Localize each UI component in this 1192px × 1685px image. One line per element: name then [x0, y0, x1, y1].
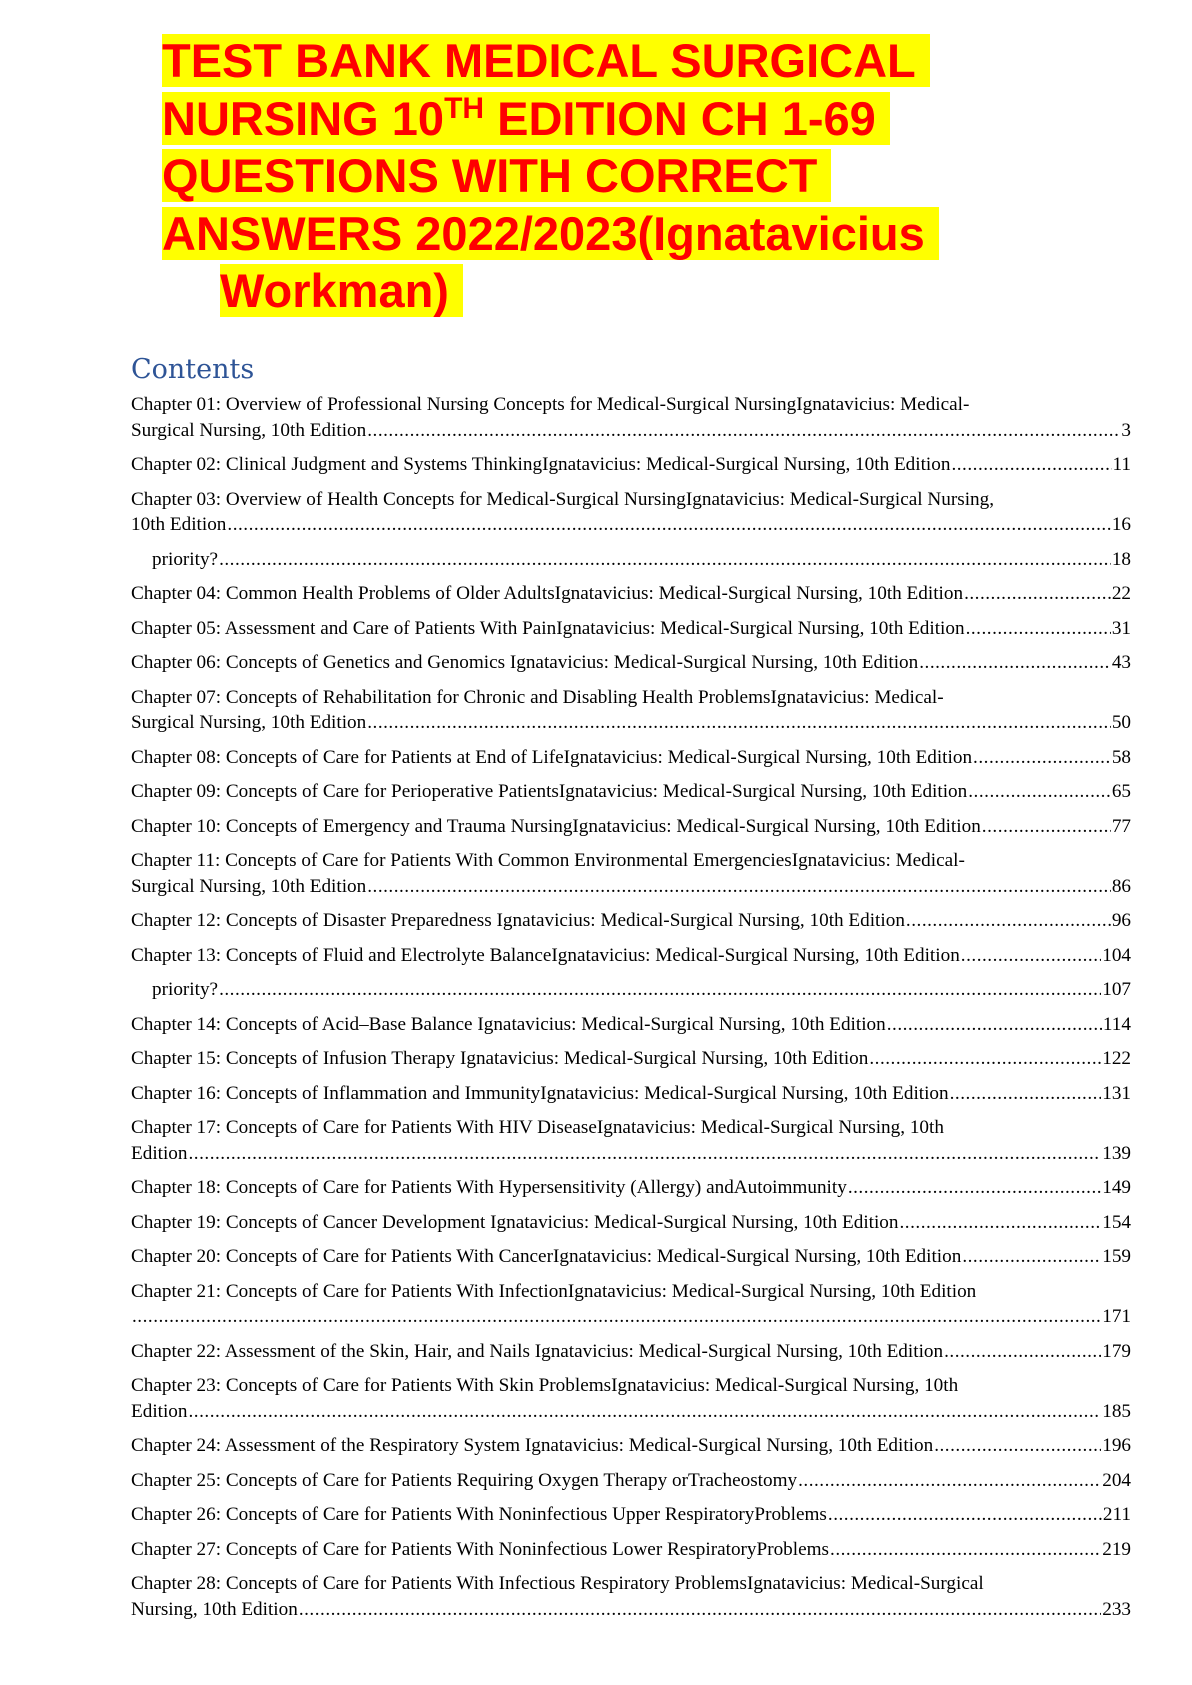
toc-entry[interactable]	[131, 1115, 1131, 1166]
toc-entry[interactable]	[131, 1046, 1131, 1072]
toc-entry-title: Chapter 09: Concepts of Care for Perioperative PatientsIgnatavicius: Medical-Surgical Nursing, 10th Edition	[131, 781, 968, 802]
dot-leader	[132, 1304, 1101, 1330]
dot-leader	[966, 616, 1111, 642]
dot-leader	[964, 581, 1111, 607]
toc-entry-title: Chapter 19: Concepts of Cancer Development Ignatavicius: Medical-Surgical Nursing, 10th Edition	[131, 1211, 899, 1233]
toc-entry[interactable]	[131, 1433, 1131, 1459]
toc-entry[interactable]	[131, 650, 1131, 676]
toc-page-number: 139	[1102, 1142, 1131, 1164]
toc-page-number: 22	[1111, 583, 1131, 604]
title-line-1: TEST BANK MEDICAL SURGICAL	[162, 32, 1062, 90]
toc-entry-last-line	[131, 418, 1131, 444]
toc-entry[interactable]	[131, 1373, 1131, 1424]
toc-page-number: 131	[1102, 1082, 1131, 1104]
dot-leader	[830, 1537, 1101, 1563]
toc-page-number: 114	[1102, 1013, 1131, 1035]
toc-entry-title: priority?	[152, 979, 219, 1000]
toc-entry[interactable]	[131, 779, 1131, 805]
dot-leader	[906, 908, 1111, 934]
dot-leader	[189, 1141, 1102, 1167]
dot-leader	[968, 779, 1111, 805]
toc-page-number: 159	[1102, 1246, 1131, 1267]
dot-leader	[219, 977, 1101, 1003]
toc-entry[interactable]	[131, 487, 1131, 538]
title-line-5: Workman)	[162, 262, 1062, 320]
toc-page-number: 50	[1111, 712, 1131, 733]
toc-page-number: 11	[1112, 454, 1131, 475]
dot-leader	[189, 1399, 1102, 1425]
toc-entry-last-line	[131, 1141, 1131, 1167]
toc-page-number: 65	[1111, 781, 1131, 802]
toc-entry-title: Chapter 08: Concepts of Care for Patients at End of LifeIgnatavicius: Medical-Surgical Nursing, 10th Edition	[131, 746, 973, 768]
toc-page-number: 18	[1111, 548, 1131, 570]
toc-page-number: 154	[1102, 1211, 1131, 1233]
toc-page-number: 43	[1111, 652, 1131, 673]
dot-leader	[951, 452, 1111, 478]
dot-leader	[961, 943, 1101, 969]
toc-entry-last-line	[131, 710, 1131, 736]
toc-entry-last-line	[131, 874, 1131, 900]
toc-entry[interactable]	[131, 977, 1131, 1003]
contents-heading: Contents	[131, 354, 255, 385]
document-title	[162, 32, 1062, 320]
toc-page-number: 122	[1102, 1048, 1131, 1069]
dot-leader	[887, 1012, 1102, 1038]
toc-page-number: 96	[1111, 910, 1131, 931]
toc-entry-title: Chapter 10: Concepts of Emergency and Trauma NursingIgnatavicius: Medical-Surgical Nursing, 10th Edition	[131, 815, 981, 837]
toc-entry[interactable]	[131, 814, 1131, 840]
toc-entry-title: Chapter 11: Concepts of Care for Patients With Common Environmental EmergenciesIgnatavicius: Medical-	[131, 850, 965, 871]
toc-entry-title-continued: Surgical Nursing, 10th Edition	[131, 419, 367, 441]
toc-page-number: 204	[1102, 1469, 1131, 1491]
toc-entry[interactable]	[131, 745, 1131, 771]
toc-entry[interactable]	[131, 1502, 1131, 1528]
toc-entry-title: Chapter 17: Concepts of Care for Patients With HIV DiseaseIgnatavicius: Medical-Surgical Nursing, 10th	[131, 1117, 944, 1138]
toc-page-number: 3	[1121, 419, 1131, 441]
title-line-2: NURSING 10TH EDITION CH 1-69	[162, 90, 1062, 148]
toc-entry[interactable]	[131, 1210, 1131, 1236]
toc-entry[interactable]	[131, 616, 1131, 642]
toc-entry[interactable]	[131, 943, 1131, 969]
toc-entry[interactable]	[131, 1244, 1131, 1270]
dot-leader	[919, 650, 1111, 676]
toc-page-number: 107	[1102, 979, 1131, 1000]
toc-page-number: 86	[1111, 875, 1131, 897]
toc-entry-title: Chapter 13: Concepts of Fluid and Electrolyte BalanceIgnatavicius: Medical-Surgical Nursing, 10th Edition	[131, 944, 960, 966]
toc-entry-title: Chapter 04: Common Health Problems of Older AdultsIgnatavicius: Medical-Surgical Nursing, 10th Edition	[131, 583, 964, 604]
toc-page-number: 58	[1111, 746, 1131, 768]
dot-leader	[367, 710, 1111, 736]
toc-page-number: 149	[1102, 1177, 1131, 1198]
dot-leader	[367, 418, 1120, 444]
dot-leader	[227, 512, 1110, 538]
toc-page-number: 219	[1102, 1538, 1131, 1560]
title-line-4: ANSWERS 2022/2023(Ignatavicius	[162, 205, 1062, 263]
toc-entry-title: Chapter 16: Concepts of Inflammation and ImmunityIgnatavicius: Medical-Surgical Nursing, 10th Edition	[131, 1082, 949, 1104]
dot-leader	[828, 1502, 1102, 1528]
toc-entry[interactable]	[131, 1279, 1131, 1330]
toc-page-number: 77	[1111, 815, 1131, 837]
toc-entry[interactable]	[131, 392, 1131, 443]
toc-entry[interactable]	[131, 1339, 1131, 1365]
toc-entry-title: Chapter 24: Assessment of the Respiratory System Ignatavicius: Medical-Surgical Nursing, 10th Edition	[131, 1435, 934, 1456]
toc-entry-title-continued: 10th Edition	[131, 514, 227, 535]
toc-entry-title: priority?	[152, 548, 219, 570]
dot-leader	[299, 1597, 1101, 1623]
dot-leader	[944, 1339, 1101, 1365]
toc-entry-title: Chapter 18: Concepts of Care for Patients With Hypersensitivity (Allergy) andAutoimmunity	[131, 1177, 847, 1198]
toc-entry-title: Chapter 28: Concepts of Care for Patients With Infectious Respiratory ProblemsIgnatavicius: Medical-Surgical	[131, 1573, 984, 1594]
toc-entry-title: Chapter 20: Concepts of Care for Patients With CancerIgnatavicius: Medical-Surgical Nursing, 10th Edition	[131, 1246, 962, 1267]
dot-leader	[798, 1468, 1101, 1494]
dot-leader	[900, 1210, 1102, 1236]
toc-entry[interactable]	[131, 1012, 1131, 1038]
toc-entry-last-line	[131, 1304, 1131, 1330]
toc-entry[interactable]	[131, 1537, 1131, 1563]
toc-entry[interactable]	[131, 1081, 1131, 1107]
toc-entry-title: Chapter 25: Concepts of Care for Patients Requiring Oxygen Therapy orTracheostomy	[131, 1469, 798, 1491]
toc-page-number: 185	[1102, 1400, 1131, 1422]
toc-entry-title-continued: Surgical Nursing, 10th Edition	[131, 712, 367, 733]
toc-entry-title: Chapter 26: Concepts of Care for Patients With Noninfectious Upper RespiratoryProblems	[131, 1504, 827, 1525]
toc-entry-title-continued: Nursing, 10th Edition	[131, 1598, 298, 1620]
toc-page-number: 31	[1111, 617, 1131, 639]
toc-entry-title: Chapter 23: Concepts of Care for Patients With Skin ProblemsIgnatavicius: Medical-Surgical Nursing, 10th	[131, 1375, 959, 1396]
toc-page-number: 104	[1102, 944, 1131, 966]
toc-entry[interactable]	[131, 581, 1131, 607]
toc-entry-title: Chapter 02: Clinical Judgment and Systems ThinkingIgnatavicius: Medical-Surgical Nursing, 10th Edition	[131, 454, 951, 475]
dot-leader	[934, 1433, 1101, 1459]
toc-entry[interactable]	[131, 452, 1131, 478]
toc-entry-title-continued: Edition	[131, 1400, 188, 1422]
dot-leader	[869, 1046, 1101, 1072]
toc-entry-last-line	[131, 1597, 1131, 1623]
toc-entry[interactable]	[131, 908, 1131, 934]
toc-entry-title: Chapter 21: Concepts of Care for Patients With InfectionIgnatavicius: Medical-Surgical Nursing, 10th Edition	[131, 1280, 977, 1302]
toc-entry-title: Chapter 12: Concepts of Disaster Preparedness Ignatavicius: Medical-Surgical Nursing, 10th Edition	[131, 910, 905, 931]
toc-entry-title: Chapter 03: Overview of Health Concepts for Medical-Surgical NursingIgnatavicius: Medical-Surgical Nursing,	[131, 488, 995, 510]
toc-entry[interactable]	[131, 1175, 1131, 1201]
toc-entry-last-line	[131, 512, 1131, 538]
toc-entry-title: Chapter 27: Concepts of Care for Patients With Noninfectious Lower RespiratoryProblems	[131, 1538, 830, 1560]
toc-entry[interactable]	[131, 1571, 1131, 1622]
toc-entry-title: Chapter 07: Concepts of Rehabilitation for Chronic and Disabling Health ProblemsIgnatavicius: Medical-	[131, 686, 944, 708]
dot-leader	[982, 814, 1111, 840]
dot-leader	[848, 1175, 1101, 1201]
dot-leader	[367, 874, 1111, 900]
toc-entry-title: Chapter 06: Concepts of Genetics and Genomics Ignatavicius: Medical-Surgical Nursing, 10th Edition	[131, 652, 919, 673]
table-of-contents	[131, 392, 1131, 1631]
toc-entry-title: Chapter 05: Assessment and Care of Patients With PainIgnatavicius: Medical-Surgical Nursing, 10th Edition	[131, 617, 965, 639]
toc-page-number: 179	[1102, 1340, 1131, 1362]
toc-page-number: 211	[1102, 1504, 1131, 1525]
toc-page-number: 171	[1102, 1306, 1131, 1327]
toc-entry-title: Chapter 22: Assessment of the Skin, Hair, and Nails Ignatavicius: Medical-Surgical Nursing, 10th Edition	[131, 1340, 944, 1362]
dot-leader	[219, 547, 1111, 573]
toc-page-number: 196	[1102, 1435, 1131, 1456]
toc-page-number: 233	[1102, 1598, 1131, 1620]
toc-page-number: 16	[1111, 514, 1131, 535]
toc-entry[interactable]	[131, 685, 1131, 736]
toc-entry-title: Chapter 01: Overview of Professional Nursing Concepts for Medical-Surgical NursingIgnatavicius: Medical-	[131, 394, 970, 415]
toc-entry[interactable]	[131, 848, 1131, 899]
title-line-3: QUESTIONS WITH CORRECT	[162, 147, 1062, 205]
toc-entry-title-continued: Surgical Nursing, 10th Edition	[131, 875, 367, 897]
toc-entry-title: Chapter 14: Concepts of Acid–Base Balance Ignatavicius: Medical-Surgical Nursing, 10th Edition	[131, 1013, 886, 1035]
toc-entry[interactable]	[131, 547, 1131, 573]
dot-leader	[962, 1244, 1101, 1270]
dot-leader	[950, 1081, 1102, 1107]
toc-entry-title: Chapter 15: Concepts of Infusion Therapy Ignatavicius: Medical-Surgical Nursing, 10th Edition	[131, 1048, 869, 1069]
dot-leader	[973, 745, 1111, 771]
toc-entry-last-line	[131, 1399, 1131, 1425]
toc-entry[interactable]	[131, 1468, 1131, 1494]
toc-entry-title-continued: Edition	[131, 1142, 188, 1164]
